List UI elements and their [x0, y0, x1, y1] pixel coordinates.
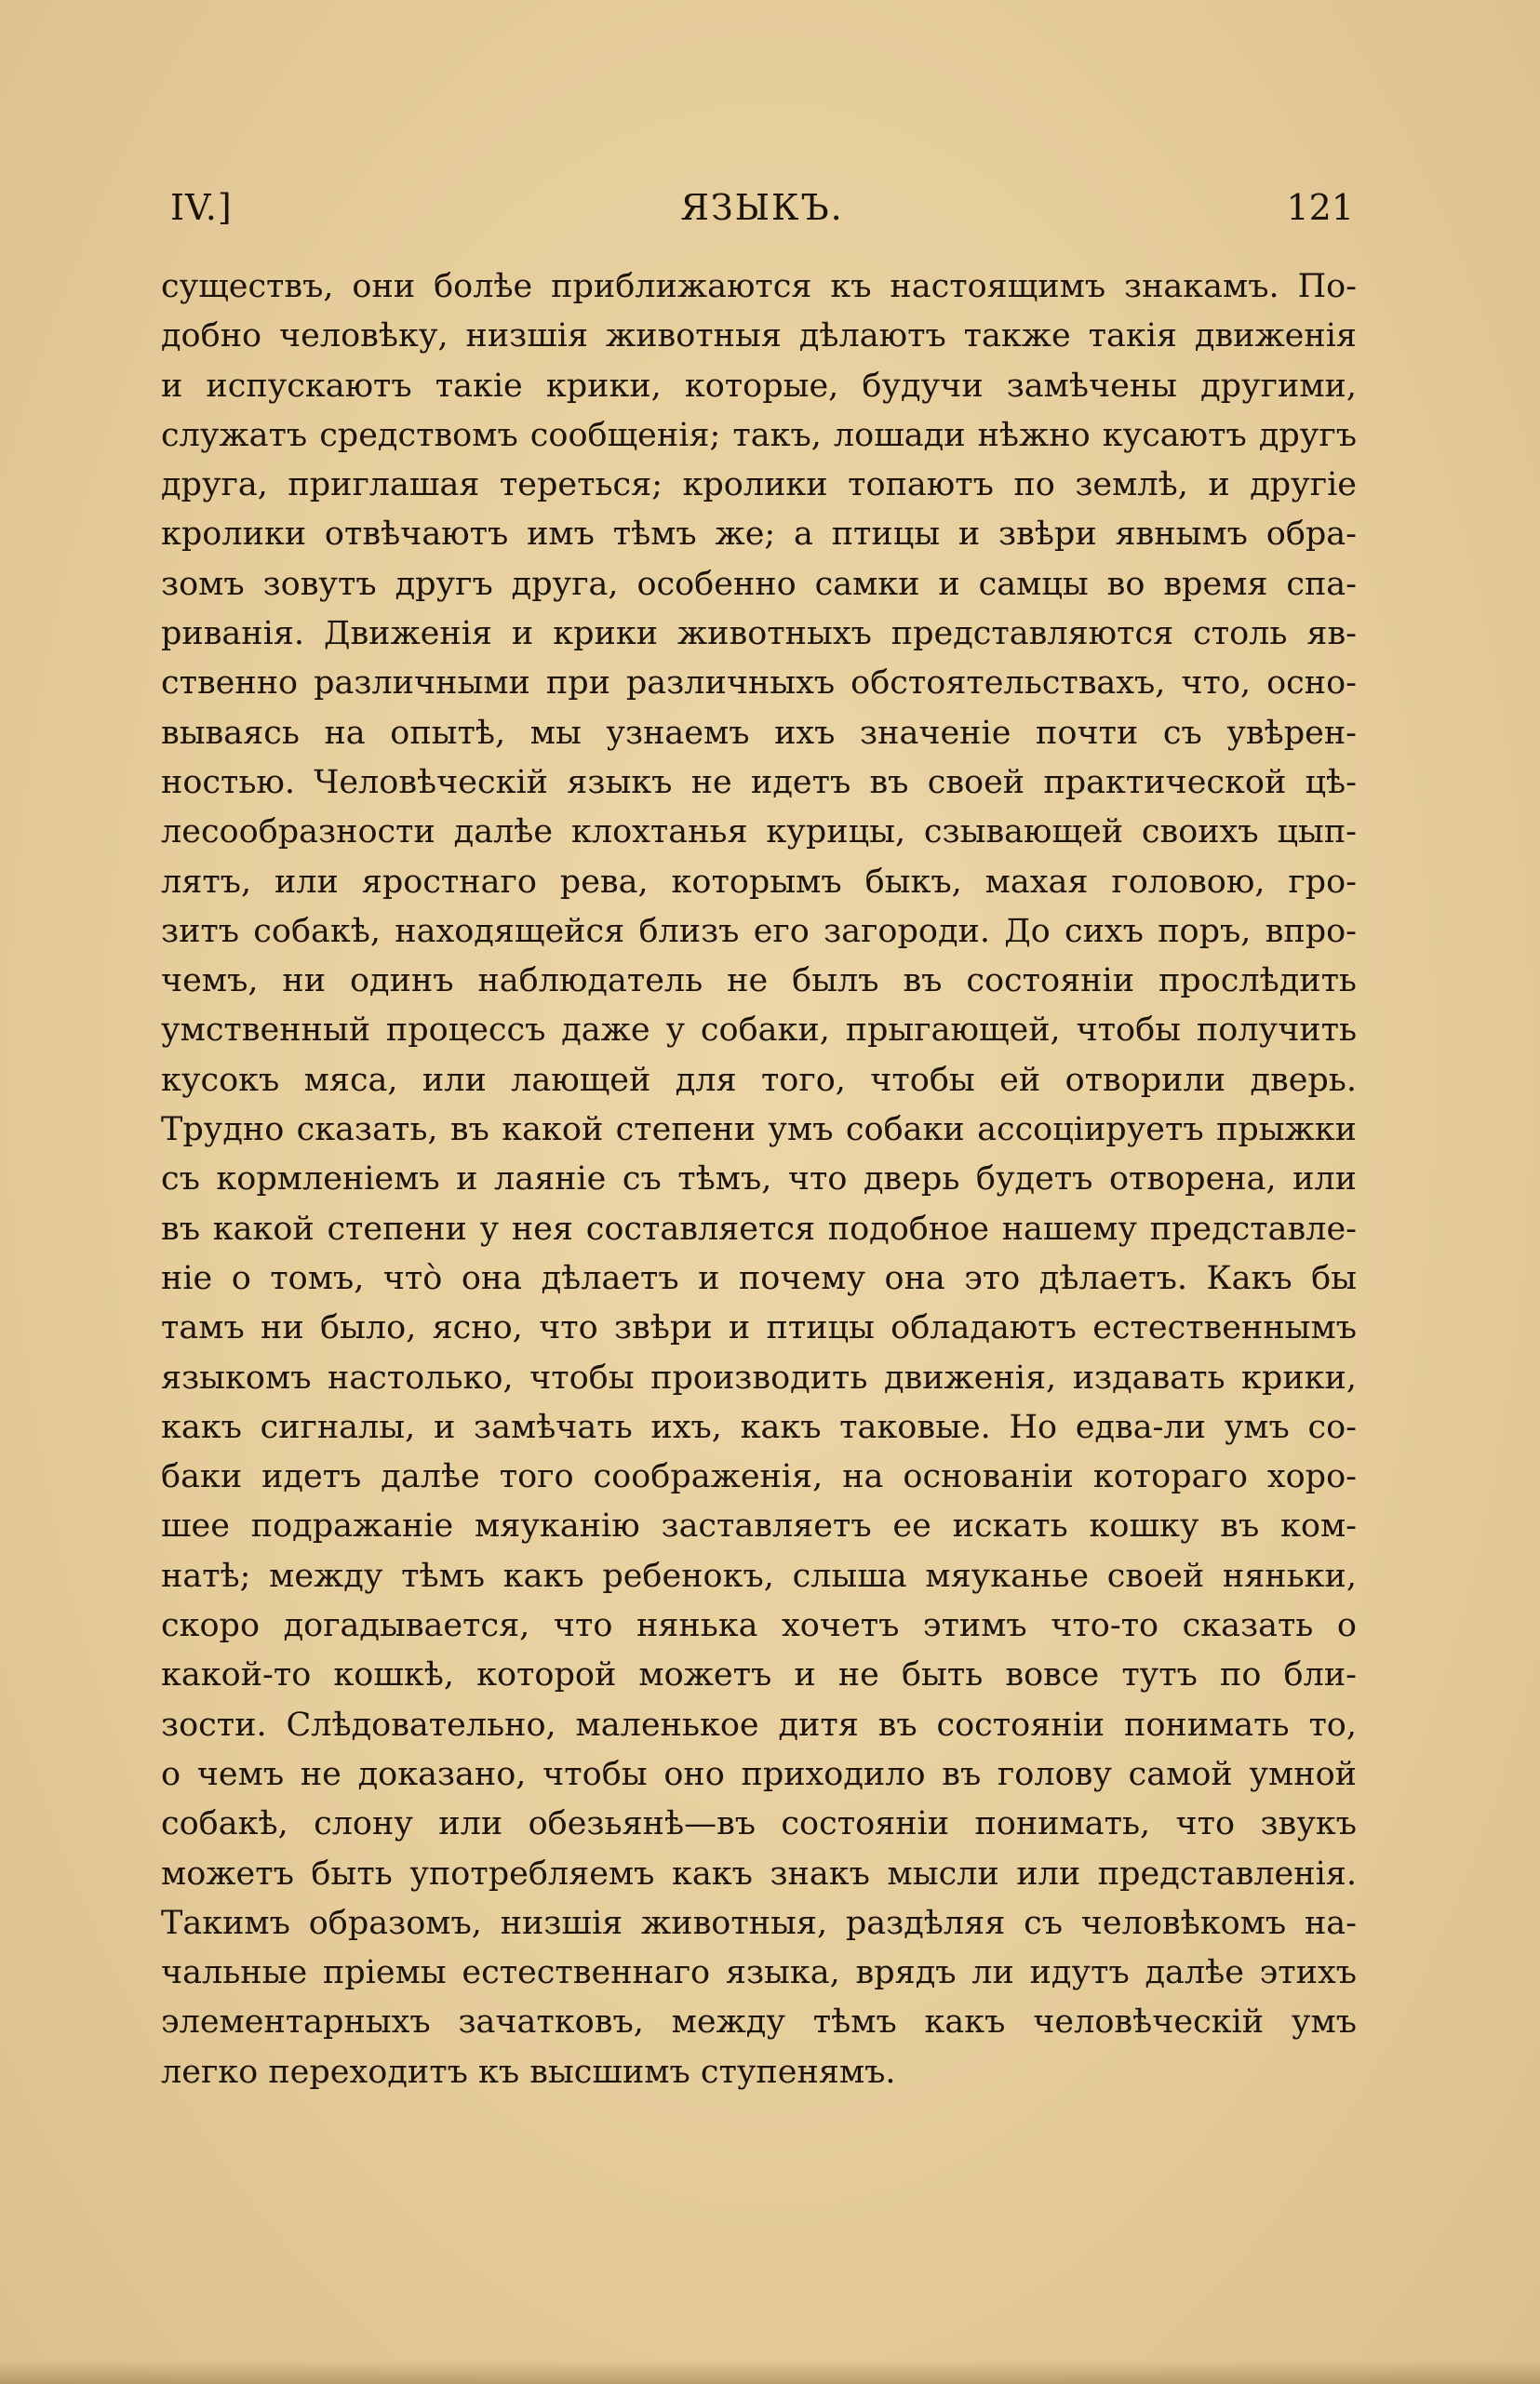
text-line: добно человѣку, низшія животныя дѣлаютъ также такія движенія — [161, 317, 1357, 355]
text-line: и испускаютъ такіе крики, которые, будучи замѣчены другими, — [161, 367, 1357, 405]
text-line: собакѣ, слону или обезьянѣ—въ состояніи понимать, что звукъ — [161, 1805, 1357, 1843]
text-line: ніе о томъ, что̀ она дѣлаетъ и почему она это дѣлаетъ. Какъ бы — [161, 1259, 1357, 1297]
text-line: ственно различными при различныхъ обстоятельствахъ, что, осно- — [161, 664, 1357, 703]
text-line: зомъ зовутъ другъ друга, особенно самки и самцы во время спа- — [161, 565, 1357, 603]
text-line: съ кормленіемъ и лаяніе съ тѣмъ, что дверь будетъ отворена, или — [161, 1160, 1357, 1199]
text-line: лятъ, или яростнаго рева, которымъ быкъ, махая головою, гро- — [161, 863, 1357, 901]
text-line: ностью. Человѣческій языкъ не идетъ въ своей практической цѣ- — [161, 763, 1357, 801]
text-line: баки идетъ далѣе того соображенія, на основаніи котораго хоро- — [161, 1458, 1357, 1496]
text-line: друга, приглашая тереться; кролики топаютъ по землѣ, и другіе — [161, 466, 1357, 504]
text-line: какъ сигналы, и замѣчать ихъ, какъ таковые. Но едва-ли умъ со- — [161, 1408, 1357, 1446]
chapter-marker: IV.] — [170, 187, 233, 228]
running-title: ЯЗЫКЪ. — [680, 187, 844, 228]
body-paragraph — [161, 262, 1357, 2097]
text-line: о чемъ не доказано, чтобы оно приходило въ голову самой умной — [161, 1755, 1357, 1793]
text-line: какой-то кошкѣ, которой можетъ и не быть вовсе тутъ по бли- — [161, 1656, 1357, 1694]
text-line: зости. Слѣдовательно, маленькое дитя въ состояніи понимать то, — [161, 1706, 1357, 1744]
text-line: тамъ ни было, ясно, что звѣри и птицы обладаютъ естественнымъ — [161, 1309, 1357, 1347]
text-line: лесообразности далѣе клохтанья курицы, сзывающей своихъ цып- — [161, 813, 1357, 851]
text-line: элементарныхъ зачатковъ, между тѣмъ какъ человѣческій умъ — [161, 2003, 1357, 2042]
text-line: чальные пріемы естественнаго языка, врядъ ли идутъ далѣе этихъ — [161, 1954, 1357, 1992]
text-line: зитъ собакѣ, находящейся близъ его загороди. До сихъ поръ, впро- — [161, 912, 1357, 950]
text-line: можетъ быть употребляемъ какъ знакъ мысли или представленія. — [161, 1855, 1357, 1893]
text-line: вываясь на опытѣ, мы узнаемъ ихъ значеніе почти съ увѣрен- — [161, 714, 1357, 752]
text-line: кусокъ мяса, или лающей для того, чтобы ей отворили дверь. — [161, 1061, 1357, 1099]
text-line: скоро догадывается, что нянька хочетъ этимъ что-то сказать о — [161, 1607, 1357, 1645]
text-line: въ какой степени у нея составляется подобное нашему представле- — [161, 1210, 1357, 1248]
text-line: натѣ; между тѣмъ какъ ребенокъ, слыша мяуканье своей няньки, — [161, 1557, 1357, 1595]
text-line: легко переходитъ къ высшимъ ступенямъ. — [161, 2053, 896, 2091]
text-line: шее подражаніе мяуканію заставляетъ ее искать кошку въ ком- — [161, 1507, 1357, 1546]
page-edge-shadow — [0, 2360, 1540, 2384]
page-number: 121 — [1286, 187, 1354, 228]
text-line: языкомъ настолько, чтобы производить движенія, издавать крики, — [161, 1359, 1357, 1397]
text-line: существъ, они болѣе приближаются къ настоящимъ знакамъ. По- — [161, 268, 1357, 305]
text-line: чемъ, ни одинъ наблюдатель не былъ въ состояніи прослѣдить — [161, 962, 1357, 1000]
text-line: Такимъ образомъ, низшія животныя, раздѣляя съ человѣкомъ на- — [161, 1904, 1357, 1942]
text-line: кролики отвѣчаютъ имъ тѣмъ же; а птицы и звѣри явнымъ обра- — [161, 516, 1357, 554]
text-line: служатъ средствомъ сообщенія; такъ, лошади нѣжно кусаютъ другъ — [161, 416, 1357, 454]
text-line: Трудно сказать, въ какой степени умъ собаки ассоціируетъ прыжки — [161, 1111, 1357, 1149]
text-line: риванія. Движенія и крики животныхъ представляются столь яв- — [161, 615, 1357, 653]
text-line: умственный процессъ даже у собаки, прыгающей, чтобы получить — [161, 1011, 1357, 1050]
running-head — [170, 182, 1354, 233]
